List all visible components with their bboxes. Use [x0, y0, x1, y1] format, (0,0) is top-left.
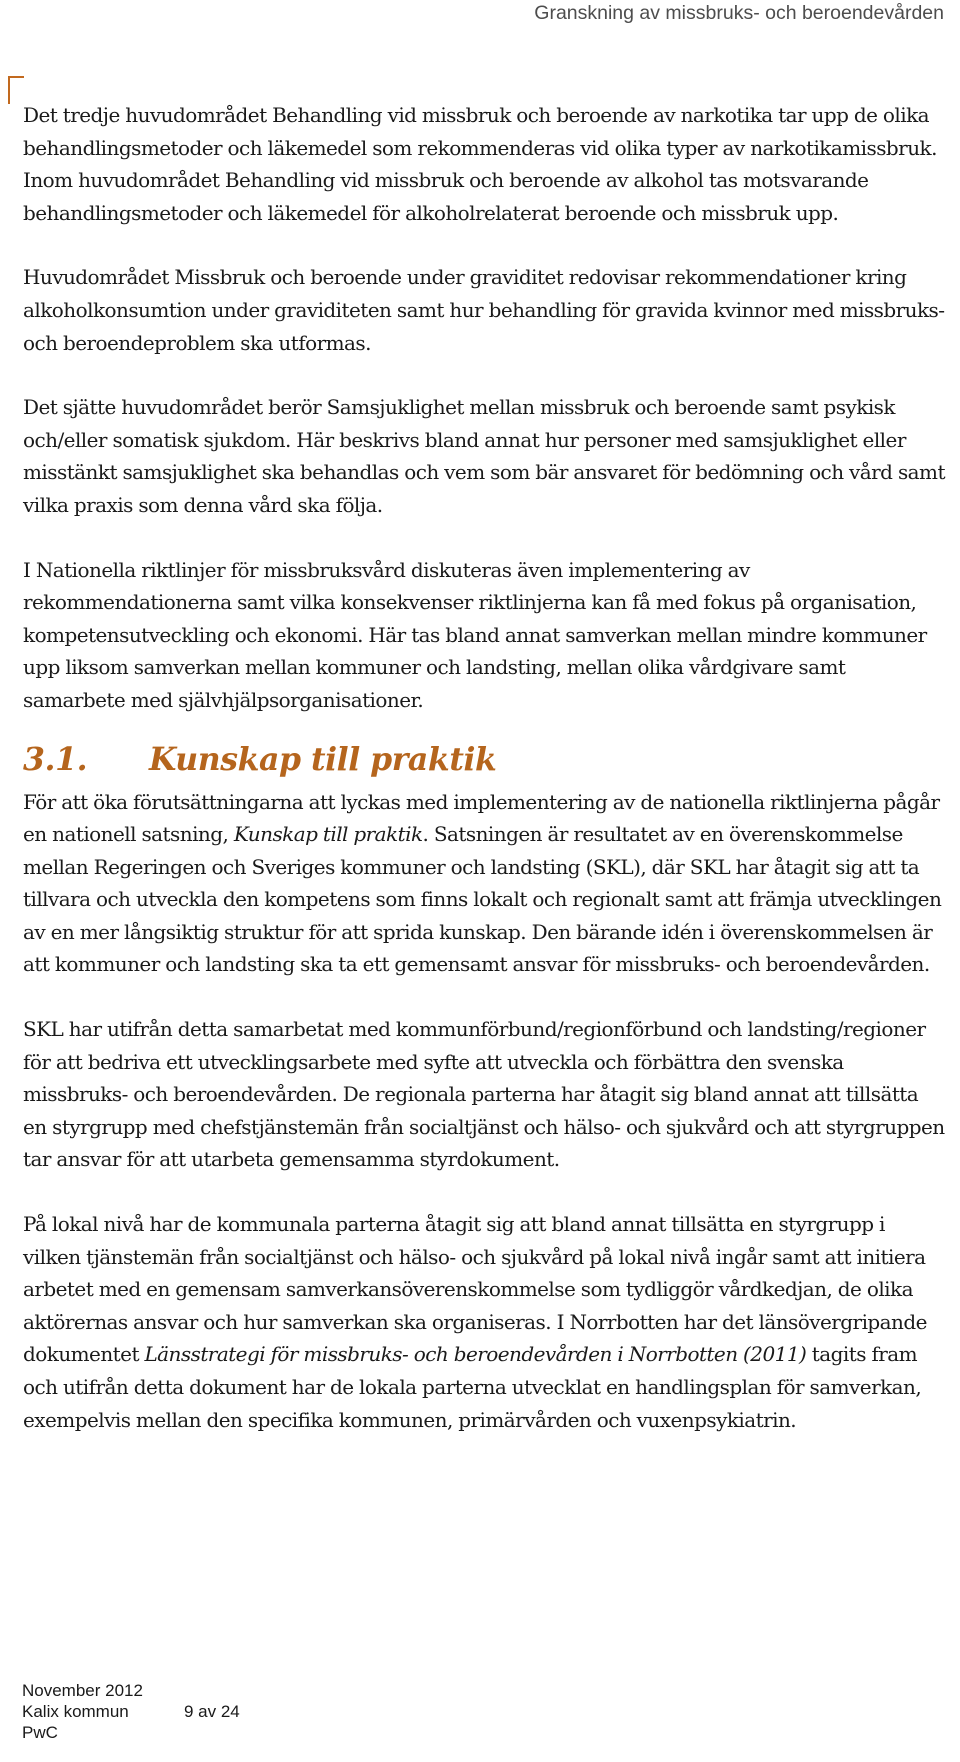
- paragraph-local-level: [23, 1208, 945, 1436]
- paragraph-pregnancy: Huvudområdet Missbruk och beroende under graviditet redovisar rekommendationer kring alkoholkonsumtion under graviditeten samt hur behandling för gravida kvinnor med missbruks- och beroendeproblem ska utformas.: [23, 265, 945, 355]
- paragraph-text: . Satsningen är resultatet av en överenskommelse mellan Regeringen och Sveriges kommuner och landsting (SKL), där SKL har åtagit sig att ta tillvara och utveckla den kompetens som finns lokalt och regionalt samt att främja utvecklingen av en mer långsiktig struktur för att sprida kunskap. Den bärande idén i överenskommelsen är att kommuner och landsting ska ta ett gemensamt ansvar för missbruks- och beroendevården.: [23, 822, 942, 977]
- section-heading: [23, 736, 945, 784]
- section-title: Kunskap till praktik: [149, 740, 497, 778]
- italic-initiative-name: Kunskap till praktik: [233, 822, 423, 847]
- paragraph-implementation: I Nationella riktlinjer för missbruksvård diskuteras även implementering av rekommendationerna samt vilka konsekvenser riktlinjerna kan få med fokus på organisation, kompetensutveckling och ekonomi. Här tas bland annat samverkan mellan mindre kommuner upp liksom samverkan mellan kommuner och landsting, mellan olika vårdgivare samt samarbete med självhjälpsorganisationer.: [23, 557, 927, 712]
- corner-mark-decoration: [8, 76, 24, 104]
- document-body: [23, 99, 945, 1436]
- footer-row: [22, 1701, 240, 1722]
- running-header: Granskning av missbruks- och beroendevården: [534, 2, 944, 24]
- footer-date: November 2012: [22, 1681, 143, 1700]
- footer-page-number: 9 av 24: [184, 1702, 240, 1721]
- footer-organization: Kalix kommun: [22, 1702, 129, 1721]
- paragraph-text: För att öka förutsättningarna att lyckas med implementering av de nationella riktlinjerna pågår en nationell satsning,: [23, 789, 940, 847]
- paragraph-comorbidity: Det sjätte huvudområdet berör Samsjuklighet mellan missbruk och beroende samt psykisk och/eller somatisk sjukdom. Här beskrivs bland annat hur personer med samsjuklighet eller misstänkt samsjuklighet ska behandlas och vem som bär ansvaret för bedömning och vård samt vilka praxis som denna vård ska följa.: [23, 395, 945, 517]
- paragraph-text: tagits fram och utifrån detta dokument har de lokala parterna utvecklat en handlingsplan för samverkan, exempelvis mellan den specifika kommunen, primärvården och vuxenpsykiatrin.: [23, 1342, 922, 1432]
- section-number: 3.1.: [23, 740, 88, 778]
- paragraph-national-initiative: [23, 786, 945, 982]
- page-footer: [22, 1680, 240, 1743]
- footer-company: PwC: [22, 1723, 58, 1742]
- paragraph-text: På lokal nivå har de kommunala parterna åtagit sig att bland annat tillsätta en styrgrupp i vilken tjänstemän från socialtjänst och hälso- och sjukvård på lokal nivå ingår samt att initiera arbetet med en gemensam samverkansöverenskommelse som tydliggör vårdkedjan, de olika aktörernas ansvar och hur samverkan ska organiseras. I Norrbotten har det länsövergripande dokumentet: [23, 1212, 927, 1367]
- paragraph-treatment-areas: Det tredje huvudområdet Behandling vid missbruk och beroende av narkotika tar upp de olika behandlingsmetoder och läkemedel som rekommenderas vid olika typer av narkotikamissbruk. Inom huvudområdet Behandling vid missbruk och beroende av alkohol tas motsvarande behandlingsmetoder och läkemedel för alkoholrelaterat beroende och missbruk upp.: [23, 103, 937, 225]
- paragraph-skl-cooperation: SKL har utifrån detta samarbetat med kommunförbund/regionförbund och landsting/regioner för att bedriva ett utvecklingsarbete med syfte att utveckla och förbättra den svenska missbruks- och beroendevården. De regionala parterna har åtagit sig bland annat att tillsätta en styrgrupp med chefstjänstemän från socialtjänst och hälso- och sjukvård och att styrgruppen tar ansvar för att utarbeta gemensamma styrdokument.: [23, 1017, 945, 1172]
- italic-document-title: Länsstrategi för missbruks- och beroendevården i Norrbotten (2011): [144, 1342, 807, 1367]
